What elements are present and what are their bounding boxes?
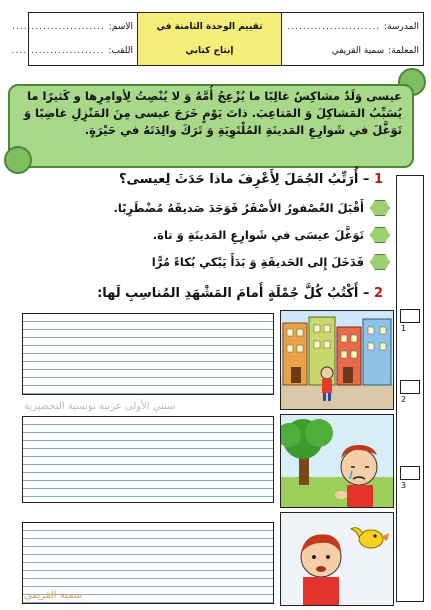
number-box-1-label: 1 <box>401 324 407 333</box>
question-1-heading <box>43 172 383 187</box>
title-line-2: إنتاج كتابي <box>185 46 234 56</box>
question-1-text: – أُرَتِّبُ الجُمَلَ لِأَعْرِفَ ماذا حَدَثَ لِعيسى؟ <box>118 172 370 187</box>
header-table <box>11 12 424 66</box>
order-hexagon-1[interactable] <box>370 200 390 216</box>
sentence-row-3 <box>152 254 390 270</box>
watermark-middle: سنتي الأولى عربية تونسية التحضيرية <box>24 401 176 412</box>
number-box-2[interactable] <box>400 380 420 394</box>
title-line-1: تقييم الوحدة الثامنة في <box>156 22 263 32</box>
sentence-1: أَقْبَلَ العُصْفورُ الأَصْفَرُ فَوَجَدَ صَديقَهُ مُضْطَرِبًا. <box>113 201 364 215</box>
sentence-3: فَدَخَلَ إِلى الحَديقَةِ وَ بَدَأَ يَبْكي بُكاءً مُرًّا <box>151 255 364 269</box>
sentence-row-2 <box>153 227 390 243</box>
student-info-cell <box>11 13 138 65</box>
garden-illustration <box>281 415 393 507</box>
teacher-name: سمية القريفي <box>331 46 385 56</box>
scene-bird-panel <box>280 512 394 606</box>
number-box-2-label: 2 <box>401 395 407 404</box>
watermark-bottom: سمية القريفي <box>24 590 83 601</box>
question-1-number: 1 <box>373 172 383 187</box>
surname-label: اللقب: <box>108 46 133 56</box>
teacher-label: المعلمة: <box>388 46 419 56</box>
question-1-sentences <box>14 198 390 278</box>
writing-box-1[interactable] <box>22 313 274 395</box>
surname-dots[interactable]: ........................ <box>11 46 105 56</box>
scene-garden-panel <box>280 414 394 508</box>
sentence-row-1 <box>114 200 391 216</box>
number-box-1[interactable] <box>400 309 420 323</box>
number-box-3-label: 3 <box>401 481 407 490</box>
school-label: المدرسة: <box>384 22 419 32</box>
question-2-number: 2 <box>373 286 383 301</box>
question-2-text: – أَكْتُبُ كُلَّ جُمْلَةٍ أَمامَ المَشْهَدِ المُناسِبِ لَها: <box>97 286 370 301</box>
city-illustration <box>281 311 393 409</box>
writing-box-2[interactable] <box>22 416 274 503</box>
name-label: الاسم: <box>108 22 133 32</box>
order-hexagon-2[interactable] <box>370 227 390 243</box>
title-cell <box>138 13 282 65</box>
number-box-3[interactable] <box>400 466 420 480</box>
question-2-heading <box>43 286 383 301</box>
sentence-2: تَوَغَّلَ عيسَى في شَوارِعِ المَدينَةِ وَ تاهَ. <box>152 228 364 242</box>
school-info-cell <box>282 13 423 65</box>
bird-illustration <box>281 513 393 605</box>
school-dots[interactable]: ........................ <box>287 22 381 32</box>
name-dots[interactable]: ........................ <box>12 22 105 32</box>
scene-city-panel <box>280 310 394 410</box>
ordering-column <box>396 175 424 602</box>
banner-curl-left <box>4 146 32 174</box>
story-passage: عيسى وَلَدٌ مشاكِسٌ غالِبًا ما يُزْعِجُ أُمَّهُ وَ لا يُنْصِتُ لِأوامِرِها و كَثيرًا ما يُسَبِّبُ المَشاكِلَ وَ المَتاعِبَ. ذاتَ يَوْمٍ خَرَجَ عيسى مِنَ المَنْزِلِ غاضِبًا وَ تَوَغَّلَ في شَوارِعِ المَدينَةِ المُلْتَوِيَةِ وَ تَرَكَ والِدَتَهُ في حَيْرَةٍ. <box>23 89 402 137</box>
order-hexagon-3[interactable] <box>370 254 390 270</box>
